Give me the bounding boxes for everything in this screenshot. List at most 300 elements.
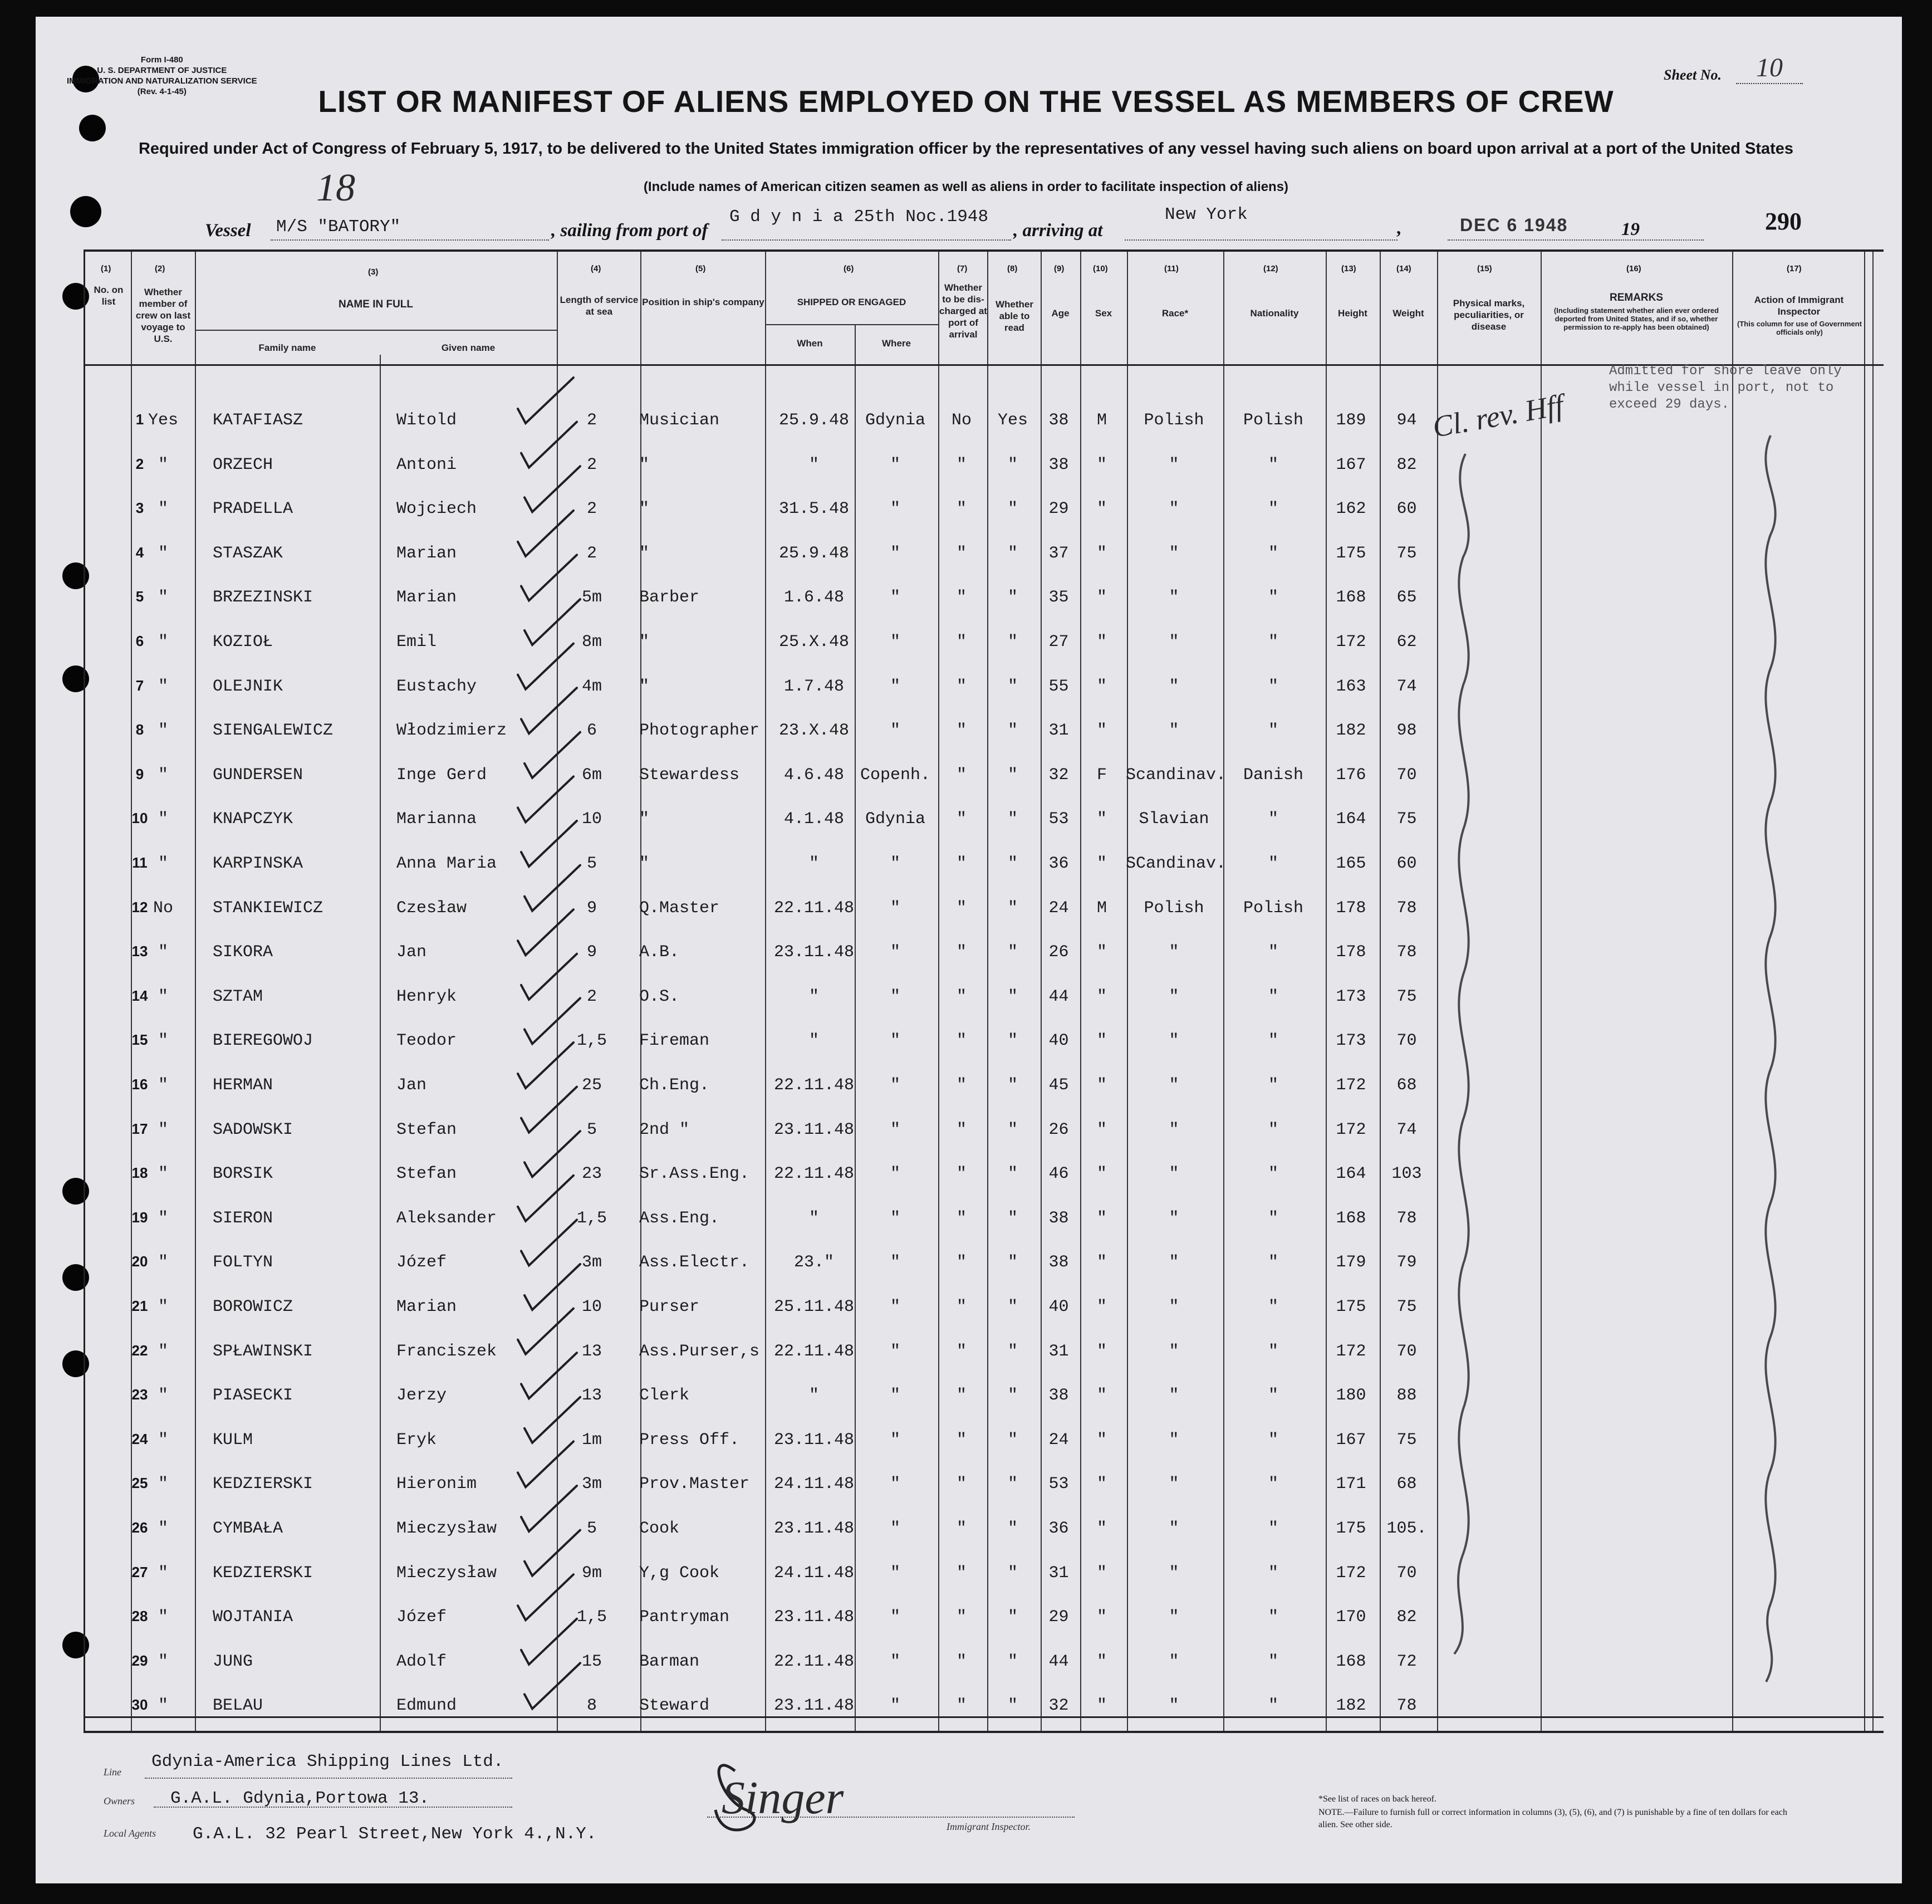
family-name: BRZEZINSKI xyxy=(213,588,313,608)
shipped-when: " xyxy=(808,1208,819,1228)
nationality: " xyxy=(1268,1208,1278,1228)
owners-value: G.A.L. Gdynia,Portowa 13. xyxy=(170,1789,430,1808)
family-name: PIASECKI xyxy=(213,1386,293,1406)
age: 24 xyxy=(1048,1430,1069,1450)
height: 172 xyxy=(1336,1120,1366,1139)
shipped-when: 23." xyxy=(793,1253,834,1272)
column-number: (10) xyxy=(1093,264,1108,273)
row-number: 10 xyxy=(131,810,148,827)
race: " xyxy=(1169,1076,1179,1095)
weight: 74 xyxy=(1396,677,1417,696)
able-to-read: " xyxy=(1007,1342,1018,1361)
header-inspector-note: (This column for use of Government officials only) xyxy=(1737,320,1862,336)
race: " xyxy=(1169,1031,1179,1051)
shipped-when: 31.5.48 xyxy=(778,500,850,519)
header-height: Height xyxy=(1338,308,1367,319)
given-name: Hieronim xyxy=(396,1475,477,1494)
checkmark xyxy=(521,821,577,867)
age: 31 xyxy=(1048,1342,1069,1361)
shipped-when: 23.11.48 xyxy=(773,1430,855,1450)
checkmark xyxy=(518,1574,573,1620)
weight: 60 xyxy=(1396,854,1417,873)
sex: " xyxy=(1096,1430,1107,1450)
height: 167 xyxy=(1336,1430,1366,1450)
weight: 70 xyxy=(1396,1342,1417,1361)
shipped-where: Gdynia xyxy=(865,810,926,829)
weight: 98 xyxy=(1396,721,1417,741)
nationality: " xyxy=(1268,943,1278,962)
given-name: Włodzimierz xyxy=(396,721,507,741)
given-name: Adolf xyxy=(396,1652,447,1671)
sheet-number: 10 xyxy=(1736,52,1803,84)
family-name: SZTAM xyxy=(213,987,263,1006)
sex: " xyxy=(1096,1298,1107,1316)
able-to-read: " xyxy=(1007,1164,1018,1184)
shipped-when: 25.9.48 xyxy=(778,411,850,430)
family-name: HERMAN xyxy=(213,1076,273,1095)
shipped-when: 23.11.48 xyxy=(773,1519,855,1538)
shipped-where: " xyxy=(890,1563,900,1583)
height: 175 xyxy=(1336,1519,1366,1538)
height: 172 xyxy=(1336,1563,1366,1583)
nationality: Polish xyxy=(1243,411,1304,430)
given-name: Henryk xyxy=(396,987,457,1006)
shipped-when: 24.11.48 xyxy=(773,1475,855,1494)
shipped-when: " xyxy=(808,455,819,474)
family-name: SIERON xyxy=(213,1208,273,1228)
form-number: Form I-480 xyxy=(140,55,183,65)
last-voyage: " xyxy=(158,854,168,873)
row-number: 8 xyxy=(135,721,144,738)
height: 179 xyxy=(1336,1253,1366,1272)
race: " xyxy=(1169,1519,1179,1538)
discharged-flag: " xyxy=(956,1120,967,1139)
ship-position: Pantryman xyxy=(639,1608,730,1627)
checkmark xyxy=(524,1264,580,1310)
able-to-read: " xyxy=(1007,1475,1018,1494)
checkmark xyxy=(518,378,573,423)
vessel-name: M/S "BATORY" xyxy=(276,217,401,237)
nationality: " xyxy=(1268,1563,1278,1583)
shipped-when: 23.11.48 xyxy=(773,1608,855,1627)
discharged-flag: " xyxy=(956,677,967,696)
age: 31 xyxy=(1048,721,1069,741)
ship-position: O.S. xyxy=(639,987,680,1006)
given-name: Józef xyxy=(396,1253,447,1272)
shipped-where: " xyxy=(890,1342,900,1361)
service-length: 2 xyxy=(586,544,597,563)
last-voyage: " xyxy=(158,1652,168,1671)
race: Slavian xyxy=(1139,810,1209,829)
shipped-when: " xyxy=(808,854,819,873)
height: 168 xyxy=(1336,1652,1366,1671)
nationality: " xyxy=(1268,500,1278,519)
row-number: 22 xyxy=(131,1342,148,1359)
service-length: 10 xyxy=(581,810,602,829)
age: 38 xyxy=(1048,1386,1069,1406)
checkmark xyxy=(521,954,577,1000)
checkmark xyxy=(521,1087,577,1133)
shipped-where: " xyxy=(890,1298,900,1316)
sailing-label: , sailing from port of xyxy=(551,221,708,241)
last-voyage: " xyxy=(158,1076,168,1095)
service-length: 8 xyxy=(586,1696,597,1716)
last-voyage: " xyxy=(158,1120,168,1139)
race: " xyxy=(1169,1298,1179,1316)
ship-position: Steward xyxy=(639,1696,710,1716)
sex: M xyxy=(1096,898,1107,918)
given-name: Mieczysław xyxy=(396,1519,497,1538)
service-length: 2 xyxy=(586,455,597,474)
height: 168 xyxy=(1336,588,1366,608)
given-name: Marian xyxy=(396,544,457,563)
race: SCandinav. xyxy=(1126,854,1227,873)
sex: " xyxy=(1096,1608,1107,1627)
family-name: WOJTANIA xyxy=(213,1608,293,1627)
header-physical-marks: Physical marks, peculiarities, or disease xyxy=(1453,298,1525,332)
row-number: 21 xyxy=(131,1298,148,1314)
header-last-voyage: Whether member of crew on last voyage to U.S. xyxy=(135,287,191,344)
weight: 75 xyxy=(1396,1298,1417,1316)
shipped-where: " xyxy=(890,544,900,563)
service-length: 3m xyxy=(581,1475,602,1494)
nationality: " xyxy=(1268,1652,1278,1671)
given-name: Antoni xyxy=(396,455,457,474)
discharged-flag: " xyxy=(956,1652,967,1671)
family-name: GUNDERSEN xyxy=(213,765,303,785)
penalty-note: NOTE.—Failure to furnish full or correct information in columns (3), (5), (6), and (7) is punishable by a fine of ten dollars for each alien. See other side. xyxy=(1318,1808,1787,1829)
header-discharged: Whether to be dis-charged at port of arrival xyxy=(939,282,987,340)
race: " xyxy=(1169,1652,1179,1671)
family-name: KULM xyxy=(213,1430,253,1450)
age: 29 xyxy=(1048,500,1069,519)
age: 38 xyxy=(1048,1253,1069,1272)
height: 164 xyxy=(1336,1164,1366,1184)
shipped-when: 25.X.48 xyxy=(778,633,850,652)
discharged-flag: " xyxy=(956,1563,967,1583)
last-voyage: " xyxy=(158,677,168,696)
year-label: 19 xyxy=(1621,219,1640,239)
nationality: " xyxy=(1268,1298,1278,1316)
ship-position: Ass.Purser,s xyxy=(639,1342,760,1361)
ship-position: Stewardess xyxy=(639,765,740,785)
able-to-read: " xyxy=(1007,1120,1018,1139)
able-to-read: " xyxy=(1007,1652,1018,1671)
family-name: KATAFIASZ xyxy=(213,411,303,430)
able-to-read: " xyxy=(1007,810,1018,829)
row-number: 3 xyxy=(135,500,144,517)
column-number: (7) xyxy=(957,264,968,273)
sex: " xyxy=(1096,1652,1107,1671)
revision-date: (Rev. 4-1-45) xyxy=(137,87,187,96)
family-name: JUNG xyxy=(213,1652,253,1671)
row-number: 25 xyxy=(131,1475,148,1492)
given-name: Teodor xyxy=(396,1031,457,1051)
given-name: Anna Maria xyxy=(396,854,497,873)
comma-separator: , xyxy=(1396,218,1401,238)
family-name: BIEREGOWOJ xyxy=(213,1031,313,1051)
height: 165 xyxy=(1336,854,1366,873)
age: 53 xyxy=(1048,1475,1069,1494)
given-name: Jan xyxy=(396,1076,427,1095)
row-number: 13 xyxy=(131,943,148,960)
height: 172 xyxy=(1336,633,1366,652)
ship-position: " xyxy=(639,677,650,696)
race: Polish xyxy=(1144,411,1204,430)
ship-position: " xyxy=(639,810,650,829)
service-length: 8m xyxy=(581,633,602,652)
sex: M xyxy=(1096,411,1107,430)
age: 53 xyxy=(1048,810,1069,829)
shipped-when: 22.11.48 xyxy=(773,1342,855,1361)
family-name: PRADELLA xyxy=(213,500,293,519)
age: 31 xyxy=(1048,1563,1069,1583)
nationality: Danish xyxy=(1243,765,1304,785)
sailing-port: G d y n i a 25th Noc.1948 xyxy=(729,207,989,227)
height: 163 xyxy=(1336,677,1366,696)
shipped-when: " xyxy=(808,1031,819,1051)
sex: " xyxy=(1096,500,1107,519)
weight: 68 xyxy=(1396,1076,1417,1095)
service-length: 2 xyxy=(586,987,597,1006)
column-number: (8) xyxy=(1007,264,1018,273)
shipped-where: " xyxy=(890,1253,900,1272)
height: 189 xyxy=(1336,411,1366,430)
race: " xyxy=(1169,1563,1179,1583)
page-subtitle: Required under Act of Congress of February 5, 1917, to be delivered to the United States immigration officer by the representatives of any vessel having such aliens on board upon arrival at a port of the United States xyxy=(138,140,1794,158)
weight: 105. xyxy=(1386,1519,1427,1538)
able-to-read: " xyxy=(1007,588,1018,608)
service-length: 15 xyxy=(581,1652,602,1671)
shipped-when: 25.11.48 xyxy=(773,1298,855,1316)
discharged-flag: " xyxy=(956,721,967,741)
last-voyage: " xyxy=(158,1298,168,1316)
header-when: When xyxy=(797,338,823,349)
last-voyage: No xyxy=(153,898,173,918)
able-to-read: " xyxy=(1007,544,1018,563)
race: " xyxy=(1169,1164,1179,1184)
row-number: 11 xyxy=(132,854,148,871)
service-length: 6m xyxy=(581,765,602,785)
ship-position: Ch.Eng. xyxy=(639,1076,710,1095)
discharged-flag: " xyxy=(956,1608,967,1627)
row-number: 1 xyxy=(135,411,144,428)
height: 172 xyxy=(1336,1076,1366,1095)
service-length: 2 xyxy=(586,500,597,519)
shipped-when: " xyxy=(808,987,819,1006)
shipped-when: 4.6.48 xyxy=(783,765,845,785)
weight: 75 xyxy=(1396,1430,1417,1450)
weight: 79 xyxy=(1396,1253,1417,1272)
age: 38 xyxy=(1048,1208,1069,1228)
header-age: Age xyxy=(1051,308,1070,319)
family-name: KARPINSKA xyxy=(213,854,303,873)
given-name: Aleksander xyxy=(396,1208,497,1228)
discharged-flag: " xyxy=(956,500,967,519)
column-number: (5) xyxy=(695,264,706,273)
arriving-label: , arriving at xyxy=(1013,221,1103,241)
column-number: (6) xyxy=(844,264,854,273)
sex: " xyxy=(1096,1120,1107,1139)
checkmark xyxy=(518,776,573,822)
ship-position: Barman xyxy=(639,1652,700,1671)
checkmark xyxy=(524,998,580,1044)
race: " xyxy=(1169,1253,1179,1272)
ship-position: Purser xyxy=(639,1298,700,1316)
given-name: Inge Gerd xyxy=(396,765,487,785)
last-voyage: Yes xyxy=(148,411,178,430)
sex: " xyxy=(1096,1563,1107,1583)
race: " xyxy=(1169,1608,1179,1627)
race: " xyxy=(1169,721,1179,741)
given-name: Emil xyxy=(396,633,437,652)
height: 172 xyxy=(1336,1342,1366,1361)
ship-position: " xyxy=(639,455,650,474)
ship-position: Ass.Eng. xyxy=(639,1208,720,1228)
column-number: (13) xyxy=(1341,264,1356,273)
family-name: KEDZIERSKI xyxy=(213,1475,313,1494)
race: " xyxy=(1169,455,1179,474)
family-name: SADOWSKI xyxy=(213,1120,293,1139)
shipped-where: " xyxy=(890,1652,900,1671)
discharged-flag: " xyxy=(956,1696,967,1716)
nationality: " xyxy=(1268,1519,1278,1538)
weight: 62 xyxy=(1396,633,1417,652)
row-number: 29 xyxy=(131,1652,148,1669)
given-name: Jan xyxy=(396,943,427,962)
given-name: Stefan xyxy=(396,1120,457,1139)
service-length: 1m xyxy=(581,1430,602,1450)
height: 182 xyxy=(1336,721,1366,741)
checkmark xyxy=(524,466,580,512)
age: 40 xyxy=(1048,1298,1069,1316)
shipped-when: 22.11.48 xyxy=(773,1164,855,1184)
row-number: 28 xyxy=(131,1608,148,1625)
last-voyage: " xyxy=(158,721,168,741)
given-name: Marianna xyxy=(396,810,477,829)
ship-position: Cook xyxy=(639,1519,680,1538)
header-position: Position in ship's company xyxy=(642,297,764,307)
discharged-flag: " xyxy=(956,943,967,962)
nationality: " xyxy=(1268,588,1278,608)
age: 26 xyxy=(1048,943,1069,962)
line-underline xyxy=(145,1776,512,1779)
shipped-where: " xyxy=(890,677,900,696)
weight: 82 xyxy=(1396,455,1417,474)
service-length: 5 xyxy=(586,854,597,873)
able-to-read: " xyxy=(1007,1076,1018,1095)
given-name: Marian xyxy=(396,588,457,608)
weight: 75 xyxy=(1396,810,1417,829)
age: 37 xyxy=(1048,544,1069,563)
service-length: 10 xyxy=(581,1298,602,1316)
header-race: Race* xyxy=(1161,308,1189,319)
nationality: " xyxy=(1268,677,1278,696)
height: 171 xyxy=(1336,1475,1366,1494)
nationality: " xyxy=(1268,633,1278,652)
discharged-flag: " xyxy=(956,1475,967,1494)
height: 178 xyxy=(1336,898,1366,918)
last-voyage: " xyxy=(158,987,168,1006)
shipped-where: Copenh. xyxy=(860,765,931,785)
shipped-where: " xyxy=(890,500,900,519)
last-voyage: " xyxy=(158,1475,168,1494)
race: " xyxy=(1169,943,1179,962)
checkmark xyxy=(521,1353,577,1398)
discharged-flag: " xyxy=(956,898,967,918)
row-number: 24 xyxy=(131,1430,148,1447)
sex: " xyxy=(1096,588,1107,608)
family-name: BORSIK xyxy=(213,1164,273,1184)
age: 32 xyxy=(1048,765,1069,785)
weight: 74 xyxy=(1396,1120,1417,1139)
header-inspector-action: Action of Immigrant Inspector xyxy=(1754,295,1844,317)
family-name: KOZIOŁ xyxy=(213,633,273,652)
column-number: (4) xyxy=(591,264,601,273)
age: 36 xyxy=(1048,1519,1069,1538)
checkmark xyxy=(524,599,580,645)
last-voyage: " xyxy=(158,1164,168,1184)
service-length: 9 xyxy=(586,898,597,918)
able-to-read: " xyxy=(1007,455,1018,474)
family-name: KNAPCZYK xyxy=(213,810,293,829)
ship-position: Prov.Master xyxy=(639,1475,750,1494)
row-number: 27 xyxy=(131,1563,148,1580)
family-name: OLEJNIK xyxy=(213,677,283,696)
given-name: Marian xyxy=(396,1298,457,1316)
sex: " xyxy=(1096,721,1107,741)
discharged-flag: " xyxy=(956,1430,967,1450)
sex: " xyxy=(1096,455,1107,474)
checkmark xyxy=(518,1042,573,1088)
able-to-read: " xyxy=(1007,1031,1018,1051)
service-length: 13 xyxy=(581,1342,602,1361)
able-to-read: " xyxy=(1007,1608,1018,1627)
ship-position: Q.Master xyxy=(639,898,720,918)
age: 44 xyxy=(1048,1652,1069,1671)
ship-position: Ass.Electr. xyxy=(639,1253,750,1272)
able-to-read: " xyxy=(1007,854,1018,873)
column-number: (16) xyxy=(1626,264,1641,273)
nationality: " xyxy=(1268,1253,1278,1272)
header-remarks-note: (Including statement whether alien ever ordered deported from United States, and if so, whether permission to re-apply has been obtained) xyxy=(1553,306,1719,331)
given-name: Franciszek xyxy=(396,1342,497,1361)
weight: 75 xyxy=(1396,987,1417,1006)
shipped-when: 22.11.48 xyxy=(773,1076,855,1095)
able-to-read: " xyxy=(1007,677,1018,696)
last-voyage: " xyxy=(158,1031,168,1051)
age: 29 xyxy=(1048,1608,1069,1627)
last-voyage: " xyxy=(158,1386,168,1406)
service-length: 5m xyxy=(581,588,602,608)
shipped-where: " xyxy=(890,1696,900,1716)
checkmark xyxy=(521,1619,577,1665)
ship-position: Clerk xyxy=(639,1386,690,1406)
discharged-flag: " xyxy=(956,1519,967,1538)
row-number: 20 xyxy=(131,1253,148,1270)
sex: " xyxy=(1096,1475,1107,1494)
age: 38 xyxy=(1048,411,1069,430)
weight: 75 xyxy=(1396,544,1417,563)
sex: " xyxy=(1096,810,1107,829)
shipped-where: " xyxy=(890,1208,900,1228)
row-number: 5 xyxy=(135,588,144,605)
service-length: 9 xyxy=(586,943,597,962)
ship-position: " xyxy=(639,544,650,563)
checkmark xyxy=(521,1486,577,1531)
given-name: Mieczysław xyxy=(396,1563,497,1583)
nationality: " xyxy=(1268,987,1278,1006)
